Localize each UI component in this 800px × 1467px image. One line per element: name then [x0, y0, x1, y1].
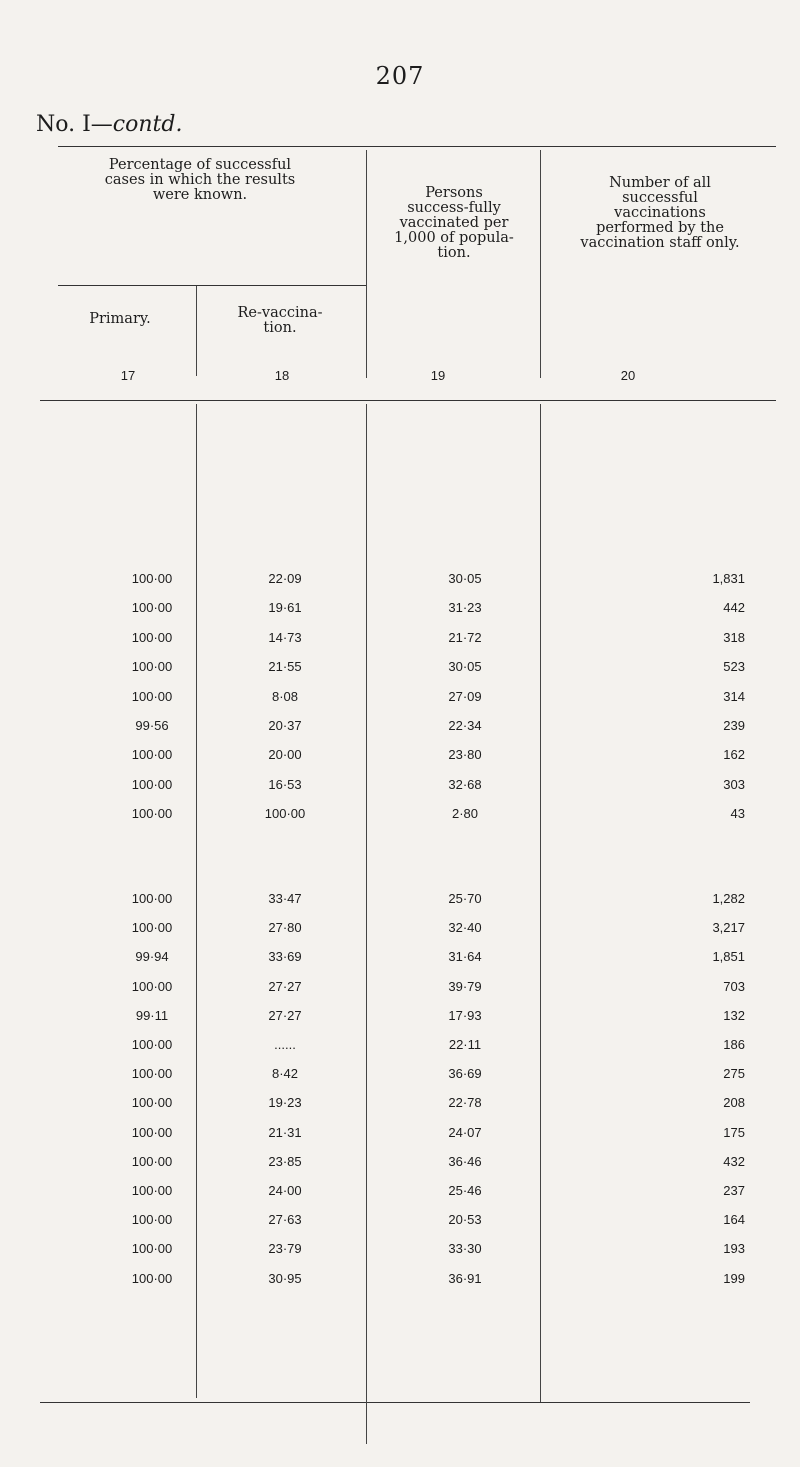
table-row	[0, 1066, 800, 1086]
revaccination-percentage-cell: 24·00	[268, 1183, 302, 1198]
primary-percentage-cell: 100·00	[131, 1153, 173, 1169]
persons-per-1000-cell: 39·79	[448, 978, 482, 994]
persons-per-1000-cell: 30·05	[448, 571, 482, 586]
revaccination-percentage-cell: 27·27	[268, 1007, 302, 1023]
persons-per-1000-cell: 32·40	[448, 920, 482, 936]
persons-per-1000-cell: 33·30	[448, 1241, 482, 1257]
column-number-20: 20	[620, 368, 636, 383]
revaccination-percentage-cell: 19·23	[268, 1095, 302, 1111]
persons-per-1000-cell: 30·05	[448, 659, 482, 675]
successful-vaccinations-cell: 1,831	[712, 571, 745, 586]
revaccination-percentage-cell: 27·27	[268, 978, 302, 994]
successful-vaccinations-cell: 162	[723, 747, 745, 763]
successful-vaccinations-cell: 442	[723, 600, 745, 616]
persons-per-1000-cell: 36·46	[448, 1153, 482, 1169]
persons-per-1000-cell: 27·09	[448, 688, 482, 704]
table-row	[0, 920, 800, 940]
revaccination-percentage-cell: 16·53	[268, 776, 302, 792]
table-row	[0, 718, 800, 738]
primary-percentage-cell: 100·00	[131, 629, 173, 645]
running-head	[36, 112, 182, 137]
primary-percentage-cell: 100·00	[131, 659, 173, 675]
persons-per-1000-cell: 20·53	[448, 1212, 482, 1228]
revaccination-percentage-cell: 22·09	[268, 571, 302, 586]
primary-percentage-cell: 100·00	[131, 688, 173, 704]
revaccination-percentage-cell: 14·73	[268, 629, 302, 645]
successful-vaccinations-cell: 1,851	[712, 949, 745, 965]
successful-vaccinations-cell: 432	[723, 1153, 745, 1169]
header-bottom-rule	[40, 400, 776, 401]
primary-percentage-cell: 100·00	[131, 806, 173, 822]
successful-vaccinations-cell: 3,217	[712, 920, 745, 936]
primary-percentage-cell: 99·56	[135, 718, 169, 733]
persons-per-1000-cell: 22·78	[448, 1095, 482, 1111]
persons-per-1000-cell: 24·07	[448, 1124, 482, 1140]
persons-vaccinated-header: Persons success-fully vaccinated per 1,000 of popula-tion.	[394, 185, 514, 261]
table-row	[0, 1037, 800, 1057]
successful-vaccinations-header: Number of all successful vaccinations performed by the vaccination staff only.	[580, 175, 740, 251]
revaccination-percentage-cell: 23·85	[268, 1153, 302, 1169]
successful-vaccinations-cell: 193	[723, 1241, 745, 1257]
successful-vaccinations-cell: 318	[723, 629, 745, 645]
table-row	[0, 747, 800, 767]
table-row	[0, 1154, 800, 1174]
persons-per-1000-cell: 36·91	[448, 1270, 482, 1286]
persons-per-1000-cell: 32·68	[448, 776, 482, 792]
table-row	[0, 949, 800, 969]
successful-vaccinations-cell: 175	[723, 1124, 745, 1140]
table-number: No. I—	[36, 112, 113, 137]
successful-vaccinations-cell: 43	[730, 806, 745, 822]
revaccination-percentage-cell: 33·47	[268, 891, 302, 906]
primary-percentage-cell: 100·00	[131, 920, 173, 936]
revaccination-percentage-cell: 33·69	[268, 949, 302, 965]
table-row	[0, 1241, 800, 1261]
revaccination-percentage-cell: 30·95	[268, 1270, 302, 1286]
persons-per-1000-cell: 31·23	[448, 600, 482, 616]
persons-per-1000-cell: 36·69	[448, 1066, 482, 1082]
primary-percentage-cell: 100·00	[131, 571, 173, 586]
column-number-17: 17	[120, 368, 136, 383]
revaccination-percentage-cell: 19·61	[268, 600, 302, 616]
table-row	[0, 891, 800, 911]
successful-vaccinations-cell: 164	[723, 1212, 745, 1228]
successful-vaccinations-cell: 1,282	[712, 891, 745, 906]
persons-per-1000-cell: 21·72	[448, 629, 482, 645]
primary-percentage-cell: 99·94	[135, 949, 169, 965]
table-row	[0, 659, 800, 679]
table-top-rule	[58, 146, 776, 147]
successful-vaccinations-cell: 314	[723, 688, 745, 704]
table-row	[0, 979, 800, 999]
table-row	[0, 806, 800, 826]
revaccination-percentage-cell: 20·37	[268, 718, 302, 733]
revaccination-percentage-cell: 27·80	[268, 920, 302, 936]
revaccination-percentage-cell: 8·42	[271, 1066, 299, 1082]
persons-per-1000-cell: 17·93	[448, 1007, 482, 1023]
table-row	[0, 1008, 800, 1028]
primary-percentage-cell: 100·00	[131, 1066, 173, 1082]
revaccination-percentage-cell: 21·55	[268, 659, 302, 675]
revaccination-percentage-cell: 8·08	[271, 688, 299, 704]
continued-label: contd.	[112, 112, 183, 137]
primary-percentage-cell: 100·00	[131, 1241, 173, 1257]
revaccination-percentage-cell: 21·31	[268, 1124, 302, 1140]
table-row	[0, 777, 800, 797]
table-row	[0, 1271, 800, 1291]
persons-per-1000-cell: 22·11	[448, 1037, 482, 1052]
revaccination-percentage-cell: ......	[274, 1037, 296, 1052]
column-number-18: 18	[274, 368, 290, 383]
table-row	[0, 1095, 800, 1115]
successful-vaccinations-cell: 208	[723, 1095, 745, 1111]
successful-vaccinations-cell: 199	[723, 1270, 745, 1286]
table-row	[0, 689, 800, 709]
table-bottom-rule	[40, 1402, 750, 1403]
revaccination-percentage-cell: 100·00	[264, 806, 306, 822]
successful-vaccinations-cell: 186	[723, 1037, 745, 1052]
primary-percentage-cell: 100·00	[131, 891, 173, 906]
persons-per-1000-cell: 22·34	[448, 718, 482, 733]
revaccination-percentage-cell: 20·00	[268, 747, 302, 763]
primary-percentage-cell: 100·00	[131, 1095, 173, 1111]
primary-percentage-cell: 100·00	[131, 1183, 173, 1198]
header-divider-17-18	[196, 286, 197, 376]
primary-percentage-cell: 100·00	[131, 1124, 173, 1140]
primary-percentage-cell: 100·00	[131, 1270, 173, 1286]
group-header-rule	[58, 285, 366, 286]
revaccination-percentage-cell: 23·79	[268, 1241, 302, 1257]
persons-per-1000-cell: 23·80	[448, 747, 482, 763]
persons-per-1000-cell: 25·70	[448, 891, 482, 906]
revaccination-percentage-cell: 27·63	[268, 1212, 302, 1228]
primary-percentage-cell: 99·11	[135, 1007, 169, 1023]
successful-vaccinations-cell: 703	[723, 978, 745, 994]
page-number: 207	[375, 62, 425, 90]
successful-vaccinations-cell: 303	[723, 776, 745, 792]
table-row	[0, 1212, 800, 1232]
successful-vaccinations-cell: 275	[723, 1066, 745, 1082]
successful-vaccinations-cell: 523	[723, 659, 745, 675]
primary-percentage-cell: 100·00	[131, 776, 173, 792]
primary-percentage-cell: 100·00	[131, 600, 173, 616]
primary-percentage-cell: 100·00	[131, 978, 173, 994]
successful-vaccinations-cell: 239	[723, 718, 745, 733]
table-row	[0, 1125, 800, 1145]
table-row	[0, 1183, 800, 1203]
header-divider-18-19	[366, 150, 367, 378]
table-row	[0, 600, 800, 620]
header-divider-19-20	[540, 150, 541, 378]
percentage-group-header: Percentage of successful cases in which the results were known.	[104, 157, 296, 203]
persons-per-1000-cell: 25·46	[448, 1183, 482, 1198]
revaccination-header: Re-vaccina- tion.	[237, 305, 323, 336]
primary-percentage-cell: 100·00	[131, 1037, 173, 1052]
column-number-19: 19	[430, 368, 446, 383]
persons-per-1000-cell: 31·64	[448, 949, 482, 965]
primary-percentage-cell: 100·00	[131, 747, 173, 763]
successful-vaccinations-cell: 237	[723, 1183, 745, 1198]
successful-vaccinations-cell: 132	[723, 1007, 745, 1023]
table-row	[0, 630, 800, 650]
table-row	[0, 571, 800, 591]
primary-percentage-cell: 100·00	[131, 1212, 173, 1228]
primary-header: Primary.	[89, 311, 151, 327]
persons-per-1000-cell: 2·80	[451, 806, 479, 822]
